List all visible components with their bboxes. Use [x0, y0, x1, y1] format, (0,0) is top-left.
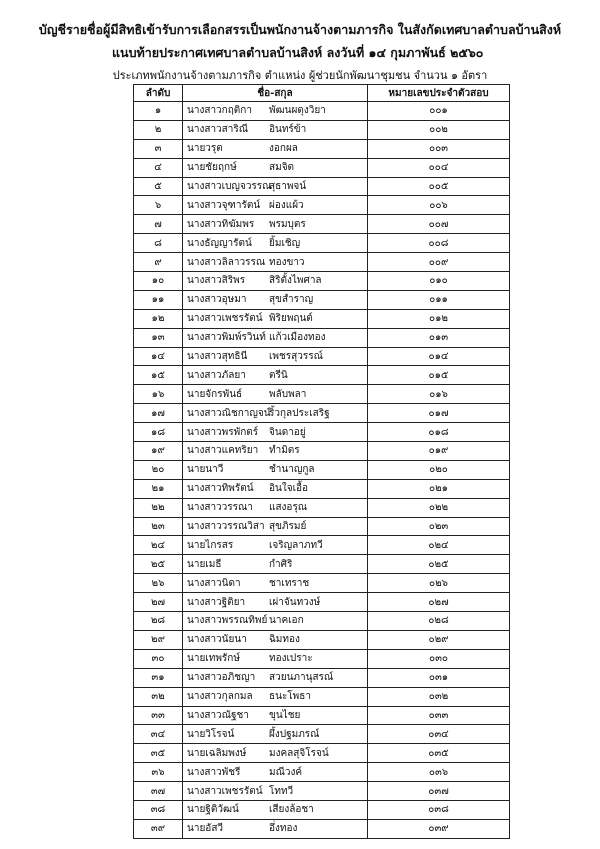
candidate-first-name: นางสาวนัยนา [187, 634, 247, 646]
table-row [134, 442, 510, 461]
candidate-last-name: ยิ้มเชิญ [269, 237, 301, 249]
exam-id: ๐๐๗ [368, 215, 510, 234]
candidate-name [183, 744, 368, 763]
table-row [134, 385, 510, 404]
row-number: ๒๒ [134, 498, 183, 517]
candidate-last-name: มงคลสุจิโรจน์ [269, 747, 329, 759]
table-row [134, 366, 510, 385]
candidate-last-name: อินทร์ข้า [269, 124, 307, 136]
candidate-first-name: นางสาวกุลกมล [187, 691, 253, 703]
candidate-name [183, 234, 368, 253]
exam-id: ๐๓๑ [368, 668, 510, 687]
row-number: ๗ [134, 215, 183, 234]
exam-id: ๐๓๓ [368, 706, 510, 725]
exam-id: ๐๓๕ [368, 744, 510, 763]
candidate-name [183, 120, 368, 139]
candidate-first-name: นางสาวณัฐชา [187, 709, 249, 721]
table-row [134, 460, 510, 479]
candidate-last-name: ชำนาญกูล [269, 464, 315, 476]
table-row [134, 763, 510, 782]
exam-id: ๐๐๕ [368, 177, 510, 196]
candidate-last-name: เพชรสุวรรณ์ [269, 351, 323, 363]
candidate-first-name: นางสาวภัลยา [187, 369, 246, 381]
exam-id: ๐๒๑ [368, 479, 510, 498]
row-number: ๓ [134, 139, 183, 158]
table-row [134, 158, 510, 177]
candidate-last-name: ฉิมทอง [269, 634, 300, 646]
table-row [134, 800, 510, 819]
exam-id: ๐๐๔ [368, 158, 510, 177]
table-row [134, 234, 510, 253]
candidate-last-name: สิริตั้งไพศาล [269, 275, 322, 287]
candidate-first-name: นางสาวอุษมา [187, 294, 247, 306]
candidate-name [183, 593, 368, 612]
exam-id: ๐๑๓ [368, 328, 510, 347]
candidate-name [183, 385, 368, 404]
candidate-last-name: อินใจเอื้อ [269, 483, 309, 495]
exam-id: ๐๒๘ [368, 612, 510, 631]
exam-id: ๐๐๑ [368, 102, 510, 121]
candidate-first-name: นางสาวสาริณี [187, 124, 249, 136]
table-row [134, 404, 510, 423]
exam-id: ๐๒๕ [368, 555, 510, 574]
exam-id: ๐๐๖ [368, 196, 510, 215]
table-row [134, 177, 510, 196]
candidate-last-name: โททวี [269, 785, 294, 797]
row-number: ๑๓ [134, 328, 183, 347]
exam-id: ๐๒๙ [368, 630, 510, 649]
exam-id: ๐๑๔ [368, 347, 510, 366]
candidate-first-name: นางสาวพรรณทิพย์ [187, 615, 268, 627]
row-number: ๒๗ [134, 593, 183, 612]
candidate-first-name: นายอัสวี [187, 823, 224, 835]
table-row [134, 215, 510, 234]
candidate-name [183, 649, 368, 668]
table-row [134, 139, 510, 158]
exam-id: ๐๒๖ [368, 574, 510, 593]
candidate-first-name: นายวิโรจน์ [187, 728, 235, 740]
table-row [134, 668, 510, 687]
row-number: ๑ [134, 102, 183, 121]
table-row [134, 290, 510, 309]
candidate-name [183, 460, 368, 479]
candidate-name [183, 725, 368, 744]
candidate-last-name: ทองขาว [269, 256, 305, 268]
candidate-last-name: เสียงล้อชา [269, 804, 314, 816]
candidate-first-name: นางสาวณิชกาญจน์ [187, 407, 271, 419]
exam-id: ๐๐๘ [368, 234, 510, 253]
candidate-last-name: จินดาอยู่ [269, 426, 306, 438]
candidate-name [183, 612, 368, 631]
candidate-last-name: สุขภิรมย์ [269, 521, 307, 533]
table-row [134, 725, 510, 744]
row-number: ๓๖ [134, 763, 183, 782]
candidate-first-name: นายเมธี [187, 558, 222, 570]
row-number: ๑๖ [134, 385, 183, 404]
candidate-last-name: ตรีนิ [269, 369, 288, 381]
exam-id: ๐๑๙ [368, 442, 510, 461]
candidate-first-name: นายนาวี [187, 464, 224, 476]
column-header-number: ลำดับ [134, 85, 183, 102]
candidate-first-name: นายเฉลิมพงษ์ [187, 747, 247, 759]
table-row [134, 347, 510, 366]
candidate-first-name: นายจักรพันธ์ [187, 388, 243, 400]
candidate-first-name: นางสาวกฤติกา [187, 105, 252, 117]
row-number: ๒๔ [134, 536, 183, 555]
candidate-name [183, 347, 368, 366]
candidate-first-name: นางสาวเบญจวรรณ [187, 181, 272, 192]
table-row [134, 687, 510, 706]
candidate-last-name: อึ่งทอง [269, 823, 298, 835]
table-row [134, 498, 510, 517]
candidate-first-name: นางสาวเพชรรัตน์ [187, 785, 263, 797]
candidate-last-name: พรมบุตร [269, 218, 306, 230]
exam-id: ๐๑๖ [368, 385, 510, 404]
table-row [134, 517, 510, 536]
candidate-name [183, 215, 368, 234]
row-number: ๓๓ [134, 706, 183, 725]
candidate-last-name: สุธาพจน์ [269, 181, 307, 192]
table-row [134, 555, 510, 574]
row-number: ๑๙ [134, 442, 183, 461]
candidate-first-name: นายไกรสร [187, 539, 234, 551]
exam-id: ๐๒๗ [368, 593, 510, 612]
candidate-last-name: กำศิริ [269, 558, 293, 570]
row-number: ๒๐ [134, 460, 183, 479]
candidate-last-name: แสงอรุณ [269, 502, 308, 514]
row-number: ๖ [134, 196, 183, 215]
exam-id: ๐๑๑ [368, 290, 510, 309]
table-row [134, 782, 510, 801]
candidate-first-name: นางสาวทิฆัมพร [187, 218, 255, 230]
exam-id: ๐๑๘ [368, 423, 510, 442]
table-row [134, 309, 510, 328]
row-number: ๑๕ [134, 366, 183, 385]
candidate-last-name: สุขสำราญ [269, 294, 314, 306]
exam-id: ๐๑๒ [368, 309, 510, 328]
candidate-first-name: นายชัยฤกษ์ [187, 162, 237, 174]
exam-id: ๐๓๖ [368, 763, 510, 782]
exam-id: ๐๑๕ [368, 366, 510, 385]
candidate-last-name: มณีวงค์ [269, 766, 303, 778]
exam-id: ๐๓๒ [368, 687, 510, 706]
candidate-name [183, 668, 368, 687]
candidate-first-name: นายฐิติวัฒน์ [187, 804, 239, 816]
candidate-first-name: นางสาวฐิติยา [187, 596, 246, 608]
candidate-last-name: ธนะโพธา [269, 691, 311, 703]
document-title: บัญชีรายชื่อผู้มีสิทธิเข้ารับการเลือกสรรเป็นพนักงานจ้างตามภารกิจ ในสังกัดเทศบาลตำบลบ้านสิงห์ [38, 22, 562, 37]
table-row [134, 536, 510, 555]
row-number: ๑๑ [134, 290, 183, 309]
candidate-first-name: นางธัญญารัตน์ [187, 237, 252, 249]
candidate-name [183, 272, 368, 291]
row-number: ๒๑ [134, 479, 183, 498]
candidate-name [183, 139, 368, 158]
table-row [134, 253, 510, 272]
candidate-first-name: นางสาวแคทริยา [187, 445, 259, 457]
row-number: ๑๘ [134, 423, 183, 442]
exam-id: ๐๓๔ [368, 725, 510, 744]
table-row [134, 479, 510, 498]
row-number: ๑๗ [134, 404, 183, 423]
candidate-last-name: ผ่องแผ้ว [269, 199, 304, 211]
exam-id: ๐๐๒ [368, 120, 510, 139]
candidate-name [183, 630, 368, 649]
candidate-first-name: นางสาววรรณา [187, 502, 253, 514]
candidate-name [183, 309, 368, 328]
candidate-name [183, 290, 368, 309]
candidate-name [183, 423, 368, 442]
candidate-name [183, 763, 368, 782]
candidate-first-name: นายวรุต [187, 143, 223, 155]
row-number: ๒๘ [134, 612, 183, 631]
row-number: ๑๐ [134, 272, 183, 291]
candidate-name [183, 819, 368, 838]
candidate-last-name: งอกผล [269, 143, 298, 155]
candidate-last-name: พิริยพฤนต์ [269, 313, 313, 325]
candidate-name [183, 800, 368, 819]
candidate-first-name: นางสาวจุฑารัตน์ [187, 199, 261, 211]
row-number: ๓๔ [134, 725, 183, 744]
candidate-name [183, 479, 368, 498]
candidate-name [183, 555, 368, 574]
candidate-table [133, 84, 510, 839]
candidate-last-name: เจริญลาภทวี [269, 539, 323, 551]
candidate-last-name: ทองเปราะ [269, 653, 313, 665]
table-row [134, 649, 510, 668]
candidate-first-name: นางสาวเพชรรัตน์ [187, 313, 263, 325]
candidate-last-name: สวยนภานุสรณ์ [269, 672, 334, 684]
exam-id: ๐๒๒ [368, 498, 510, 517]
candidate-last-name: ผึ้งปฐมภรณ์ [269, 728, 320, 740]
candidate-first-name: นางสาวสิริพร [187, 275, 246, 287]
row-number: ๑๒ [134, 309, 183, 328]
table-row [134, 744, 510, 763]
row-number: ๓๒ [134, 687, 183, 706]
table-row [134, 196, 510, 215]
candidate-name [183, 782, 368, 801]
candidate-last-name: ทำมิตร [269, 445, 300, 457]
candidate-last-name: ริ้วกุลประเสริฐ [269, 407, 330, 419]
candidate-first-name: นางสาวพัชรี [187, 766, 241, 778]
candidate-name [183, 706, 368, 725]
row-number: ๓๙ [134, 819, 183, 838]
exam-id: ๐๓๙ [368, 819, 510, 838]
candidate-first-name: นางสาวลิลาวรรณ [187, 256, 266, 268]
row-number: ๒๙ [134, 630, 183, 649]
row-number: ๓๑ [134, 668, 183, 687]
candidate-first-name: นางสาวพิมพ์รวินท์ [187, 332, 266, 344]
row-number: ๔ [134, 158, 183, 177]
candidate-name [183, 177, 368, 196]
row-number: ๒๖ [134, 574, 183, 593]
table-row [134, 272, 510, 291]
exam-id: ๐๒๐ [368, 460, 510, 479]
row-number: ๒๓ [134, 517, 183, 536]
exam-id: ๐๓๘ [368, 800, 510, 819]
candidate-name [183, 158, 368, 177]
row-number: ๕ [134, 177, 183, 196]
exam-id: ๐๒๔ [368, 536, 510, 555]
candidate-last-name: นาคเอก [269, 615, 304, 627]
candidate-name [183, 536, 368, 555]
exam-id: ๐๐๙ [368, 253, 510, 272]
candidate-name [183, 102, 368, 121]
candidate-name [183, 498, 368, 517]
candidate-name [183, 366, 368, 385]
row-number: ๓๘ [134, 800, 183, 819]
candidate-name [183, 574, 368, 593]
exam-id: ๐๒๓ [368, 517, 510, 536]
candidate-name [183, 687, 368, 706]
candidate-first-name: นางสาวพรพักตร์ [187, 426, 259, 438]
table-row [134, 706, 510, 725]
row-number: ๑๔ [134, 347, 183, 366]
candidate-last-name: แก้วเมืองทอง [269, 332, 326, 344]
table-header-row [134, 85, 510, 102]
candidate-last-name: พลับพลา [269, 388, 307, 400]
candidate-name [183, 253, 368, 272]
candidate-name [183, 517, 368, 536]
row-number: ๒๕ [134, 555, 183, 574]
table-row [134, 328, 510, 347]
candidate-first-name: นางสาวสุทธินี [187, 351, 248, 363]
candidate-last-name: เผ่าจันทวงษ์ [269, 596, 321, 608]
row-number: ๙ [134, 253, 183, 272]
table-row [134, 819, 510, 838]
candidate-last-name: ขุนไชย [269, 709, 301, 721]
candidate-last-name: พัฒนผดุงวิยา [269, 105, 326, 117]
candidate-first-name: นางสาวนิดา [187, 577, 241, 589]
row-number: ๘ [134, 234, 183, 253]
candidate-last-name: สมจิต [269, 162, 295, 174]
row-number: ๒ [134, 120, 183, 139]
exam-id: ๐๐๓ [368, 139, 510, 158]
table-row [134, 593, 510, 612]
table-row [134, 574, 510, 593]
candidate-first-name: นางสาววรรณวิสา [187, 521, 265, 533]
candidate-name [183, 328, 368, 347]
document-subtitle: แนบท้ายประกาศเทศบาลตำบลบ้านสิงห์ ลงวันที่ ๑๔ กุมภาพันธ์ ๒๕๖๐ [112, 45, 484, 60]
candidate-name [183, 442, 368, 461]
column-header-exam-id: หมายเลขประจำตัวสอบ [368, 85, 510, 102]
table-row [134, 120, 510, 139]
exam-id: ๐๓๐ [368, 649, 510, 668]
table-row [134, 102, 510, 121]
table-row [134, 630, 510, 649]
row-number: ๓๐ [134, 649, 183, 668]
exam-id: ๐๑๐ [368, 272, 510, 291]
candidate-first-name: นายเทพรักษ์ [187, 653, 240, 665]
candidate-last-name: ชาเทราช [269, 577, 310, 589]
candidate-first-name: นางสาวอภิชญา [187, 672, 256, 684]
candidate-name [183, 404, 368, 423]
row-number: ๓๕ [134, 744, 183, 763]
exam-id: ๐๑๗ [368, 404, 510, 423]
table-row [134, 423, 510, 442]
position-description: ประเภทพนักงานจ้างตามภารกิจ ตำแหน่ง ผู้ช่วยนักพัฒนาชุมชน จำนวน ๑ อัตรา [112, 69, 488, 82]
column-header-name: ชื่อ-สกุล [183, 85, 368, 102]
table-row [134, 612, 510, 631]
candidate-first-name: นางสาวทิพรัตน์ [187, 483, 254, 495]
row-number: ๓๗ [134, 782, 183, 801]
candidate-name [183, 196, 368, 215]
exam-id: ๐๓๗ [368, 782, 510, 801]
